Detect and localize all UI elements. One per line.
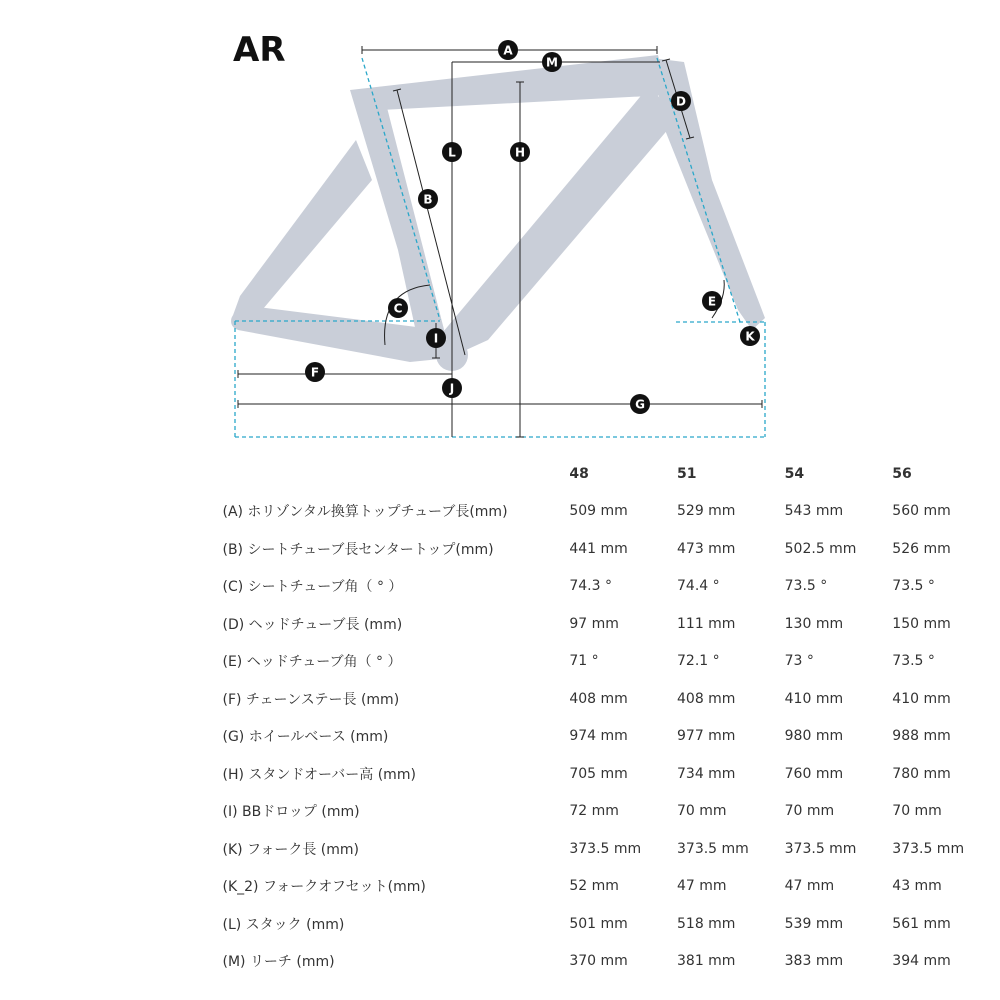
row-value: 150 mm xyxy=(892,615,951,632)
row-value: 473 mm xyxy=(677,540,736,557)
label-K xyxy=(740,326,760,346)
label-M xyxy=(542,52,562,72)
row-value: 52 mm xyxy=(569,878,619,895)
row-value: 43 mm xyxy=(892,878,942,895)
row-label: (D) ヘッドチューブ長 (mm) xyxy=(222,616,403,633)
row-value: 988 mm xyxy=(892,728,951,745)
row-value: 111 mm xyxy=(677,615,736,632)
svg-text:L: L xyxy=(448,145,456,160)
frame-svg xyxy=(0,0,1000,450)
svg-text:C: C xyxy=(393,301,403,316)
row-value: 70 mm xyxy=(677,803,727,820)
row-value: 560 mm xyxy=(892,503,951,520)
row-label: (K) フォーク長 (mm) xyxy=(222,841,359,858)
table-row xyxy=(0,830,1000,868)
size-header: 48 xyxy=(569,465,589,482)
svg-text:D: D xyxy=(676,94,686,109)
row-value: 373.5 mm xyxy=(569,840,642,857)
label-A xyxy=(498,40,518,60)
row-label: (K_2) フォークオフセット(mm) xyxy=(222,879,426,896)
label-I xyxy=(426,328,446,348)
svg-text:J: J xyxy=(449,381,455,396)
row-value: 370 mm xyxy=(569,953,628,970)
row-value: 561 mm xyxy=(892,915,951,932)
svg-text:K: K xyxy=(745,329,755,344)
svg-text:M: M xyxy=(546,55,558,70)
row-value: 526 mm xyxy=(892,540,951,557)
row-value: 73.5 ° xyxy=(892,653,935,670)
svg-text:B: B xyxy=(423,192,433,207)
svg-text:E: E xyxy=(707,294,717,309)
row-value: 73 ° xyxy=(784,653,814,670)
row-value: 441 mm xyxy=(569,540,628,557)
row-value: 501 mm xyxy=(569,915,628,932)
label-J xyxy=(442,378,462,398)
row-label: (M) リーチ (mm) xyxy=(222,954,335,971)
geometry-table-body xyxy=(0,493,1000,981)
row-value: 518 mm xyxy=(677,915,736,932)
row-value: 394 mm xyxy=(892,953,951,970)
row-label: (L) スタック (mm) xyxy=(222,916,345,933)
row-value: 705 mm xyxy=(569,765,628,782)
table-row xyxy=(0,568,1000,606)
row-value: 529 mm xyxy=(677,503,736,520)
table-row xyxy=(0,530,1000,568)
down-tube xyxy=(443,85,676,355)
svg-text:H: H xyxy=(514,145,526,160)
table-header-row xyxy=(0,455,1000,493)
row-value: 373.5 mm xyxy=(784,840,857,857)
label-B xyxy=(418,189,438,209)
row-value: 73.5 ° xyxy=(784,578,828,595)
label-H xyxy=(510,142,530,162)
table-row xyxy=(0,793,1000,831)
label-E xyxy=(702,291,722,311)
row-value: 47 mm xyxy=(784,878,835,895)
row-label: (A) ホリゾンタル換算トップチューブ長(mm) xyxy=(222,504,508,521)
row-value: 97 mm xyxy=(569,615,619,632)
row-value: 980 mm xyxy=(784,728,844,745)
row-value: 408 mm xyxy=(569,690,628,707)
seat-stay xyxy=(232,140,372,322)
row-value: 760 mm xyxy=(784,765,844,782)
label-G xyxy=(630,394,650,414)
row-value: 71 ° xyxy=(569,653,599,670)
head-tube-fork xyxy=(652,58,765,330)
row-label: (B) シートチューブ長センタートップ(mm) xyxy=(222,541,494,558)
top-tube xyxy=(350,55,668,110)
row-value: 381 mm xyxy=(677,953,736,970)
row-value: 74.3 ° xyxy=(569,578,612,595)
row-value: 130 mm xyxy=(784,615,844,632)
row-value: 539 mm xyxy=(784,915,844,932)
svg-text:A: A xyxy=(503,43,513,58)
row-value: 509 mm xyxy=(569,503,628,520)
row-value: 373.5 mm xyxy=(677,840,749,857)
table-row xyxy=(0,868,1000,906)
row-label: (E) ヘッドチューブ角（ ° ） xyxy=(222,654,402,671)
row-value: 543 mm xyxy=(784,503,844,520)
rear-dropout xyxy=(231,312,249,330)
row-value: 74.4 ° xyxy=(677,578,720,595)
row-value: 383 mm xyxy=(784,953,844,970)
row-value: 734 mm xyxy=(677,765,736,782)
table-row xyxy=(0,943,1000,981)
row-label: (G) ホイールベース (mm) xyxy=(222,729,389,746)
geometry-table xyxy=(0,455,1000,980)
table-row xyxy=(0,718,1000,756)
row-value: 502.5 mm xyxy=(784,540,857,557)
row-label: (I) BBドロップ (mm) xyxy=(222,804,360,821)
row-value: 70 mm xyxy=(892,803,942,820)
row-label: (C) シートチューブ角（ ° ） xyxy=(222,579,403,596)
svg-text:F: F xyxy=(310,365,320,380)
row-value: 47 mm xyxy=(677,878,727,895)
row-value: 977 mm xyxy=(677,728,736,745)
table-row xyxy=(0,755,1000,793)
row-value: 373.5 mm xyxy=(892,840,965,857)
row-value: 73.5 ° xyxy=(892,578,935,595)
row-label: (F) チェーンステー長 (mm) xyxy=(222,691,400,708)
size-header: 51 xyxy=(677,465,697,482)
table-row xyxy=(0,680,1000,718)
model-title: AR xyxy=(233,30,286,70)
row-value: 72 mm xyxy=(569,803,619,820)
row-value: 72.1 ° xyxy=(677,653,720,670)
table-row xyxy=(0,905,1000,943)
row-value: 70 mm xyxy=(784,803,835,820)
table-row xyxy=(0,493,1000,531)
frame-geometry-diagram xyxy=(0,0,1000,450)
label-D xyxy=(671,91,691,111)
row-value: 408 mm xyxy=(677,690,736,707)
label-C xyxy=(388,298,408,318)
row-value: 780 mm xyxy=(892,765,951,782)
table-row xyxy=(0,605,1000,643)
row-label: (H) スタンドオーバー高 (mm) xyxy=(222,766,416,783)
svg-text:I: I xyxy=(433,331,439,346)
svg-text:G: G xyxy=(635,397,645,412)
label-F xyxy=(305,362,325,382)
size-header: 54 xyxy=(784,465,805,482)
label-L xyxy=(442,142,462,162)
row-value: 974 mm xyxy=(569,728,628,745)
row-value: 410 mm xyxy=(784,690,844,707)
row-value: 410 mm xyxy=(892,690,951,707)
table-row xyxy=(0,643,1000,681)
size-header: 56 xyxy=(892,465,912,482)
